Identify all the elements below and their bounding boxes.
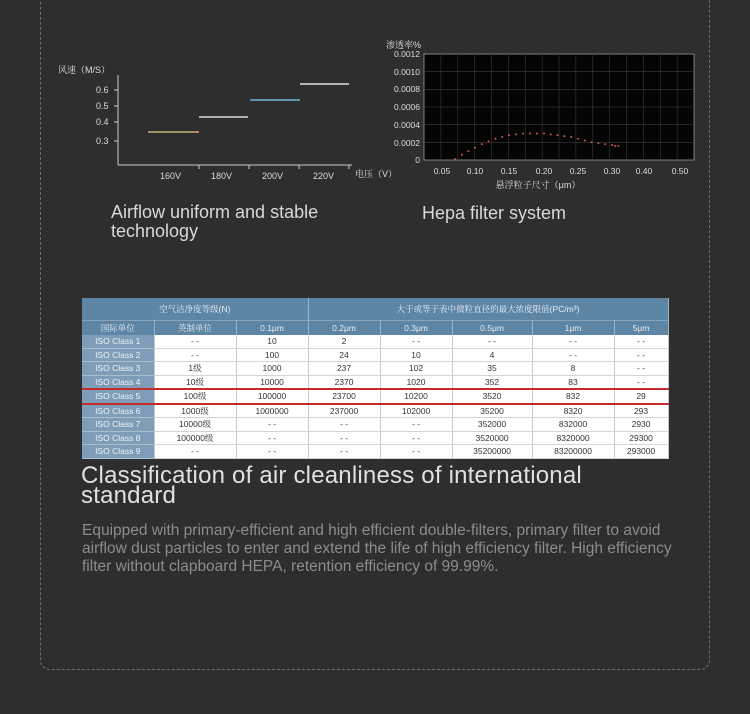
- section-body: Equipped with primary-efficient and high efficient double-filters, primary filter to avoid airflow dust particles to enter and extend the life of high efficiency filter. High efficiency filter without clapboard HEPA, retention efficiency of 99.99%.: [82, 522, 672, 575]
- table-row-label: ISO Class 5: [82, 389, 154, 404]
- hepa-data-point: [617, 145, 619, 147]
- table-cell: - -: [380, 418, 452, 432]
- table-cell: 83200000: [532, 445, 614, 459]
- airflow-x-tick: 220V: [313, 171, 335, 181]
- hepa-y-ticks: [394, 49, 420, 165]
- table-col-header: 0.1μm: [236, 321, 308, 336]
- airflow-y-title: 风速（M/S）: [58, 65, 111, 75]
- hepa-x-title: 悬浮粒子尺寸（μm）: [495, 180, 581, 190]
- hepa-y-tick: 0.0002: [394, 138, 420, 148]
- table-cell: 100: [236, 348, 308, 362]
- hepa-data-point: [467, 150, 469, 152]
- table-row: [82, 335, 668, 348]
- table-cell: 102000: [380, 404, 452, 418]
- table-row-label: ISO Class 7: [82, 418, 154, 432]
- hepa-y-tick: 0: [415, 155, 420, 165]
- table-cell: - -: [154, 445, 236, 459]
- table-cell: 100级: [154, 389, 236, 404]
- table-cell: 1000: [236, 362, 308, 376]
- table-cell: 29300: [614, 431, 668, 445]
- airflow-x-ticks: [160, 165, 349, 181]
- table-row: [82, 375, 668, 389]
- table-cell: 293: [614, 404, 668, 418]
- hepa-data-point: [536, 133, 538, 135]
- table-cell: 832: [532, 389, 614, 404]
- hepa-chart: [378, 38, 708, 198]
- hepa-data-point: [577, 138, 579, 140]
- table-cell: 8320000: [532, 431, 614, 445]
- table-cell: 832000: [532, 418, 614, 432]
- hepa-y-tick: 0.0010: [394, 67, 420, 77]
- airflow-x-tick: 160V: [160, 171, 182, 181]
- hepa-data-point: [461, 154, 463, 156]
- airflow-caption: Airflow uniform and stable technology: [111, 202, 319, 241]
- table-cell: 100000级: [154, 431, 236, 445]
- table-cell: 1级: [154, 362, 236, 376]
- table-row: [82, 389, 668, 404]
- table-col-header: 国际单位: [82, 321, 154, 336]
- table-cell: - -: [236, 445, 308, 459]
- table-cell: 1020: [380, 375, 452, 389]
- table-row-label: ISO Class 8: [82, 431, 154, 445]
- table-row-label: ISO Class 1: [82, 335, 154, 348]
- hepa-data-point: [488, 141, 490, 143]
- hepa-x-tick: 0.25: [569, 166, 587, 176]
- table-row-label: ISO Class 2: [82, 348, 154, 362]
- table-cell: - -: [532, 335, 614, 348]
- table-cell: 293000: [614, 445, 668, 459]
- hepa-x-tick: 0.10: [466, 166, 484, 176]
- hepa-y-title: 渗透率%: [386, 40, 422, 50]
- table-col-header: 0.5μm: [452, 321, 532, 336]
- hepa-x-tick: 0.15: [500, 166, 518, 176]
- airflow-x-tick: 200V: [262, 171, 284, 181]
- cleanliness-table: [82, 298, 669, 459]
- hepa-data-point: [543, 133, 545, 135]
- table-cell: - -: [154, 348, 236, 362]
- hepa-data-point: [591, 141, 593, 143]
- hepa-data-point: [529, 133, 531, 135]
- table-cell: 237: [308, 362, 380, 376]
- table-row-label: ISO Class 6: [82, 404, 154, 418]
- hepa-data-point: [584, 140, 586, 142]
- table-cell: - -: [308, 418, 380, 432]
- table-cell: 10级: [154, 375, 236, 389]
- hepa-data-point: [474, 147, 476, 149]
- table-row-label: ISO Class 3: [82, 362, 154, 376]
- table-cell: - -: [308, 431, 380, 445]
- airflow-x-title: 电压（V）: [355, 169, 398, 179]
- table-cell: - -: [236, 418, 308, 432]
- table-cell: 10000级: [154, 418, 236, 432]
- table-col-header: 1μm: [532, 321, 614, 336]
- table-cell: - -: [236, 431, 308, 445]
- hepa-data-point: [454, 158, 456, 160]
- table-cell: - -: [380, 431, 452, 445]
- table-cell: 35: [452, 362, 532, 376]
- airflow-y-tick: 0.6: [96, 85, 109, 95]
- hepa-caption: Hepa filter system: [422, 203, 567, 223]
- hepa-y-tick: 0.0004: [394, 120, 420, 130]
- table-cell: 352: [452, 375, 532, 389]
- table-body: [82, 335, 668, 458]
- table-row: [82, 445, 668, 459]
- table-col-header: 0.3μm: [380, 321, 452, 336]
- table-group-header-row: [82, 298, 668, 321]
- hepa-y-tick: 0.0012: [394, 49, 420, 59]
- hepa-data-point: [563, 135, 565, 137]
- table-cell: 3520: [452, 389, 532, 404]
- table-cell: 23700: [308, 389, 380, 404]
- hepa-data-point: [614, 145, 616, 147]
- hepa-x-tick: 0.20: [535, 166, 553, 176]
- table-cell: 8: [532, 362, 614, 376]
- table-row: [82, 418, 668, 432]
- table-row: [82, 404, 668, 418]
- hepa-data-point: [570, 136, 572, 138]
- table-cell: - -: [614, 348, 668, 362]
- table-cell: 2930: [614, 418, 668, 432]
- hepa-data-point: [508, 134, 510, 136]
- hepa-data-point: [611, 144, 613, 146]
- hepa-data-point: [550, 133, 552, 135]
- table-col-header: 0.2μm: [308, 321, 380, 336]
- table-cell: 10: [236, 335, 308, 348]
- table-cell: - -: [614, 375, 668, 389]
- cleanliness-table-wrapper: [82, 298, 668, 459]
- table-cell: 352000: [452, 418, 532, 432]
- hepa-data-point: [481, 143, 483, 145]
- table-cell: 8320: [532, 404, 614, 418]
- table-cell: 29: [614, 389, 668, 404]
- table-sub-header-row: [82, 321, 668, 336]
- table-row: [82, 431, 668, 445]
- hepa-data-point: [515, 133, 517, 135]
- table-cell: 2370: [308, 375, 380, 389]
- section-title: Classification of air cleanliness of international standard: [81, 462, 582, 509]
- table-cell: 35200: [452, 404, 532, 418]
- table-cell: - -: [380, 335, 452, 348]
- hepa-x-tick: 0.40: [635, 166, 653, 176]
- airflow-x-tick: 180V: [211, 171, 233, 181]
- table-row: [82, 362, 668, 376]
- table-cell: 10000: [236, 375, 308, 389]
- table-cell: 35200000: [452, 445, 532, 459]
- hepa-x-tick: 0.05: [433, 166, 451, 176]
- hepa-data-point: [522, 133, 524, 135]
- hepa-x-tick: 0.30: [603, 166, 621, 176]
- table-cell: 3520000: [452, 431, 532, 445]
- table-cell: 10: [380, 348, 452, 362]
- table-cell: 10200: [380, 389, 452, 404]
- table-group-header-left: 空气洁净度等级(N): [82, 298, 308, 321]
- table-row-label: ISO Class 9: [82, 445, 154, 459]
- table-cell: - -: [154, 335, 236, 348]
- hepa-data-point: [501, 136, 503, 138]
- table-col-header: 英制单位: [154, 321, 236, 336]
- table-cell: - -: [614, 362, 668, 376]
- table-cell: 2: [308, 335, 380, 348]
- table-group-header-right: 大于或等于表中微粒直径的最大浓度限值(PC/m³): [308, 298, 668, 321]
- hepa-x-ticks: [434, 166, 689, 176]
- hepa-data-point: [494, 138, 496, 140]
- table-cell: - -: [308, 445, 380, 459]
- hepa-data-point: [557, 134, 559, 136]
- hepa-x-tick: 0.50: [671, 166, 689, 176]
- table-cell: 4: [452, 348, 532, 362]
- table-cell: 1000000: [236, 404, 308, 418]
- table-cell: 237000: [308, 404, 380, 418]
- table-row-label: ISO Class 4: [82, 375, 154, 389]
- hepa-data-point: [604, 143, 606, 145]
- table-cell: 83: [532, 375, 614, 389]
- hepa-y-tick: 0.0008: [394, 84, 420, 94]
- hepa-data-point: [597, 142, 599, 144]
- table-cell: - -: [614, 335, 668, 348]
- airflow-y-tick: 0.5: [96, 101, 109, 111]
- hepa-y-tick: 0.0006: [394, 102, 420, 112]
- table-cell: 1000级: [154, 404, 236, 418]
- table-cell: - -: [380, 445, 452, 459]
- table-cell: - -: [452, 335, 532, 348]
- table-cell: 24: [308, 348, 380, 362]
- airflow-y-ticks: [96, 85, 118, 146]
- airflow-chart: [50, 55, 410, 195]
- airflow-y-tick: 0.3: [96, 136, 109, 146]
- table-cell: - -: [532, 348, 614, 362]
- airflow-y-tick: 0.4: [96, 117, 109, 127]
- table-row: [82, 348, 668, 362]
- table-cell: 100000: [236, 389, 308, 404]
- table-cell: 102: [380, 362, 452, 376]
- table-col-header: 5μm: [614, 321, 668, 336]
